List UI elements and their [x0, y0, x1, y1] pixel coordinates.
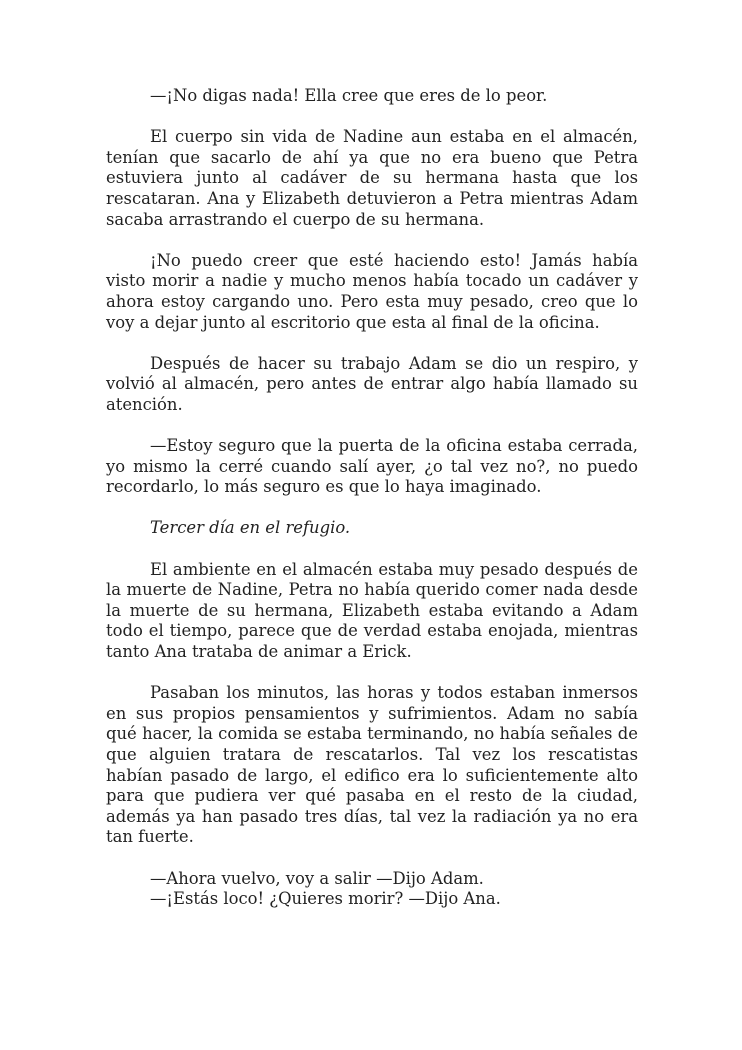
- dialogue-line: —Ahora vuelvo, voy a salir —Dijo Adam.: [150, 868, 484, 888]
- dialogue-line: —¡Estás loco! ¿Quieres morir? —Dijo Ana.: [150, 889, 501, 909]
- dialogue-paragraph: —Estoy seguro que la puerta de la oficina estaba cerrada, yo mismo la cerré cuando salí ayer, ¿o tal vez no?, no puedo recordarlo, lo más seguro es que lo haya imaginado.: [106, 436, 638, 497]
- thought-paragraph: ¡No puedo creer que esté haciendo esto! Jamás había visto morir a nadie y mucho menos había tocado un cadáver y ahora estoy cargando uno. Pero esta muy pesado, creo que lo voy a dejar junto al escritorio que esta al final de la oficina.: [106, 250, 638, 332]
- section-heading: Tercer día en el refugio.: [150, 518, 351, 538]
- dialogue-paragraph: —¡No digas nada! Ella cree que eres de lo peor.: [150, 86, 548, 105]
- narrative-paragraph: El ambiente en el almacén estaba muy pesado después de la muerte de Nadine, Petra no había querido comer nada desde la muerte de su hermana, Elizabeth estaba evitando a Adam todo el tiempo, parece que de verdad estaba enojada, mientras tanto Ana trataba de animar a Erick.: [106, 559, 638, 662]
- narrative-paragraph: Pasaban los minutos, las horas y todos estaban inmersos en sus propios pensamientos y sufrimientos. Adam no sabía qué hacer, la comida se estaba terminando, no había señales de que alguien tratara de rescatarlos. Tal vez los rescatistas habían pasado de largo, el edifico era lo suficientemente alto para que pudiera ver qué pasaba en el resto de la ciudad, además ya han pasado tres días, tal vez la radiación ya no era tan fuerte.: [106, 683, 638, 847]
- narrative-paragraph: Después de hacer su trabajo Adam se dio un respiro, y volvió al almacén, pero antes de entrar algo había llamado su atención.: [106, 353, 638, 414]
- narrative-paragraph: El cuerpo sin vida de Nadine aun estaba en el almacén, tenían que sacarlo de ahí ya que no era bueno que Petra estuviera junto al cadáver de su hermana hasta que los rescataran. Ana y Elizabeth detuvieron a Petra mientras Adam sacaba arrastrando el cuerpo de su hermana.: [106, 127, 638, 229]
